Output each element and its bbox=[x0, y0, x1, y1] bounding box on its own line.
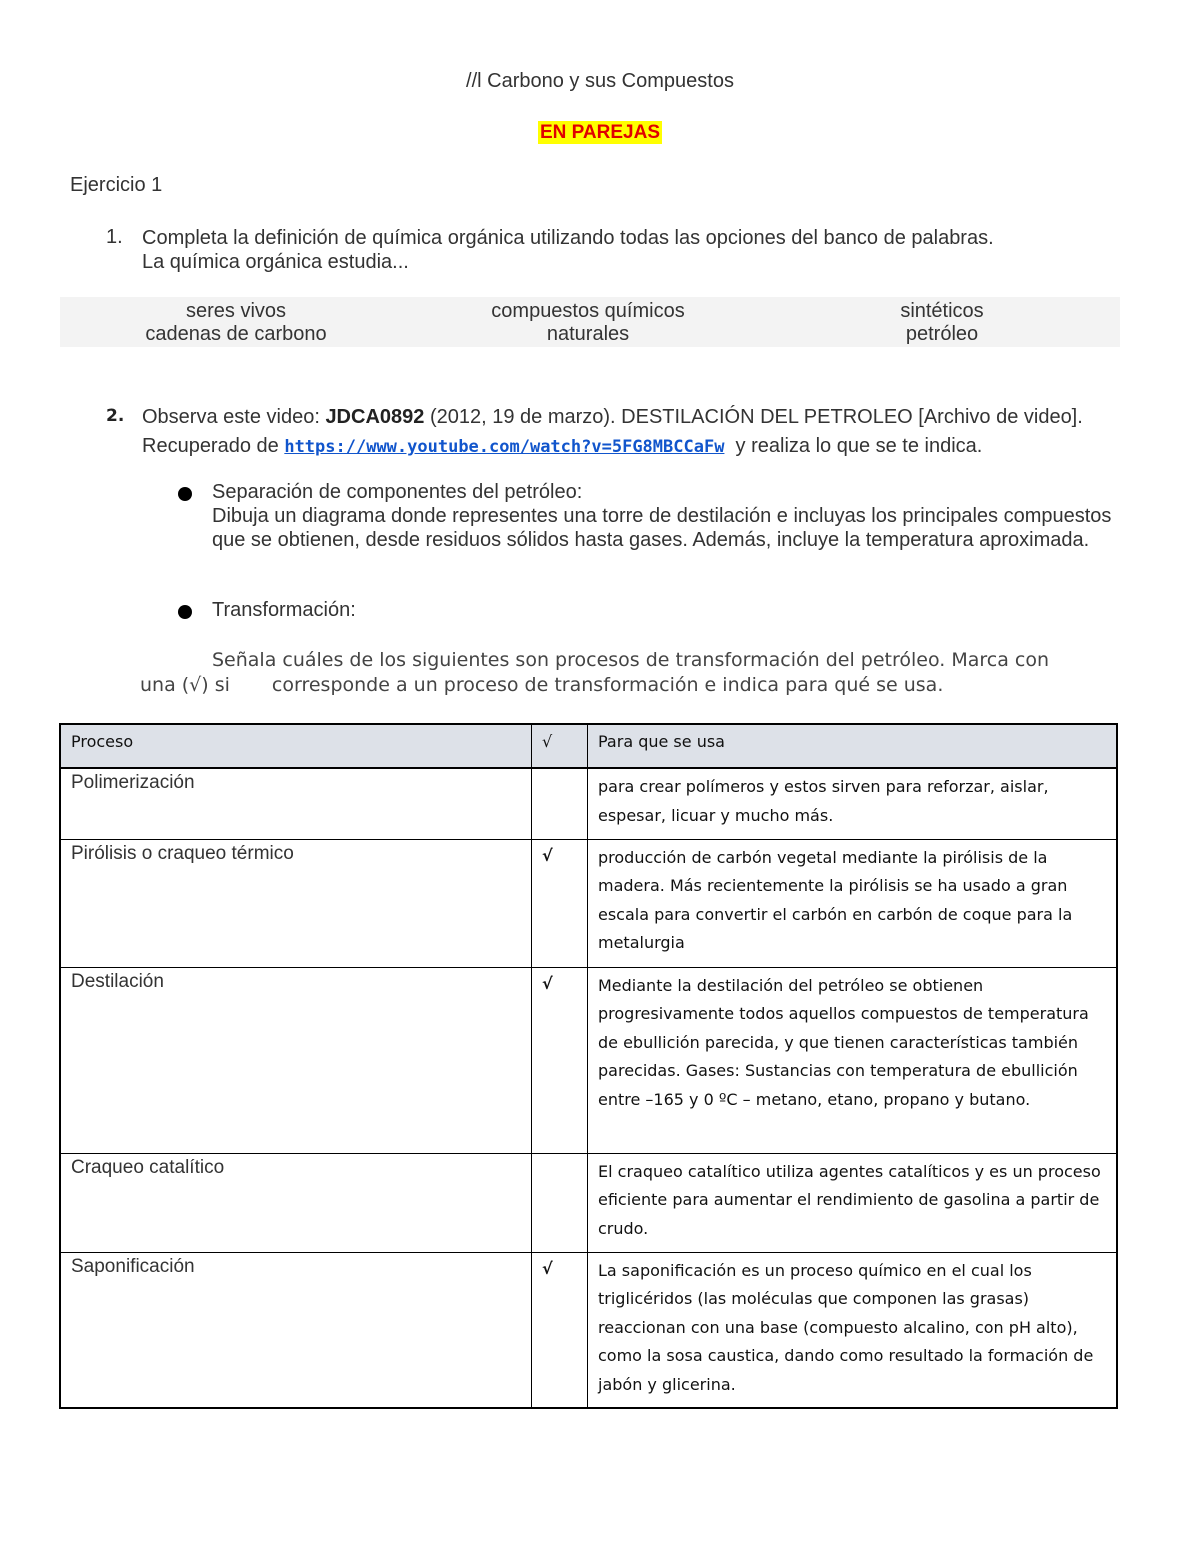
transformation-line-2a: una (√) si bbox=[140, 674, 230, 696]
word-bank-column-2 bbox=[438, 300, 738, 346]
use-cell: para crear polímeros y estos sirven para reforzar, aislar, espesar, licuar y mucho más. bbox=[588, 768, 1118, 839]
process-cell: Destilación bbox=[60, 967, 532, 1153]
process-table bbox=[59, 723, 1118, 1409]
process-cell: Craqueo catalítico bbox=[60, 1153, 532, 1252]
question-1-line-1: Completa la definición de química orgánica utilizando todas las opciones del banco de palabras. bbox=[142, 227, 994, 249]
video-citation: (2012, 19 de marzo). DESTILACIÓN DEL PETROLEO [Archivo de video]. bbox=[424, 406, 1083, 428]
check-cell[interactable]: √ bbox=[532, 839, 588, 967]
word-bank-word: cadenas de carbono bbox=[145, 323, 327, 345]
table-row bbox=[60, 839, 1117, 967]
question-1-number: 1. bbox=[106, 226, 123, 248]
use-cell: La saponificación es un proceso químico en el cual los triglicéridos (las moléculas que componen las grasas) reaccionan con una base (compuesto alcalino, con pH alto), como la sosa caustica, dando como resultado la formación de jabón y glicerina. bbox=[588, 1252, 1118, 1408]
table-row bbox=[60, 1153, 1117, 1252]
process-cell: Pirólisis o craqueo térmico bbox=[60, 839, 532, 967]
transformation-title: Transformación: bbox=[212, 599, 356, 621]
separation-title: Separación de componentes del petróleo: bbox=[212, 481, 583, 503]
video-link[interactable]: https://www.youtube.com/watch?v=5FG8MBCCaFw bbox=[284, 437, 725, 457]
video-author: JDCA0892 bbox=[325, 406, 425, 428]
check-cell[interactable] bbox=[532, 768, 588, 839]
header-check: √ bbox=[532, 724, 588, 768]
word-bank-word: sintéticos bbox=[900, 300, 984, 322]
check-cell[interactable]: √ bbox=[532, 1252, 588, 1408]
table-row bbox=[60, 768, 1117, 839]
bullet-dot-icon bbox=[178, 605, 192, 619]
transformation-instructions bbox=[140, 648, 1130, 698]
process-cell: Saponificación bbox=[60, 1252, 532, 1408]
question-2-line-1 bbox=[142, 403, 1142, 432]
use-cell: producción de carbón vegetal mediante la pirólisis de la madera. Más recientemente la pirólisis se ha usado a gran escala para convertir el carbón en carbón de coque para la metalurgia bbox=[588, 839, 1118, 967]
word-bank-word: compuestos químicos bbox=[491, 300, 685, 322]
question-1-text bbox=[142, 226, 994, 274]
question-2-number: 2. bbox=[106, 406, 125, 426]
use-cell: El craqueo catalítico utiliza agentes catalíticos y es un proceso eficiente para aumentar el rendimiento de gasolina a partir de crudo. bbox=[588, 1153, 1118, 1252]
word-bank-word: seres vivos bbox=[185, 300, 287, 322]
document-title: //l Carbono y sus Compuestos bbox=[466, 70, 734, 92]
word-bank-column-1 bbox=[80, 300, 392, 346]
check-cell[interactable]: √ bbox=[532, 967, 588, 1153]
use-cell: Mediante la destilación del petróleo se obtienen progresivamente todos aquellos compuestos de temperatura de ebullición parecida, y que tienen características también parecidas. Gases: Sustancias con temperatura de ebullición entre –165 y 0 ºC – metano, etano, propano y butano. bbox=[588, 967, 1118, 1153]
separation-bullet bbox=[212, 480, 1132, 552]
question-2-intro: Observa este video: bbox=[142, 406, 326, 428]
question-2-text bbox=[142, 403, 1142, 462]
recovered-label: Recuperado de bbox=[142, 435, 285, 457]
transformation-line-2 bbox=[140, 673, 1130, 698]
word-bank-column-3 bbox=[822, 300, 1062, 346]
subtitle-container bbox=[0, 122, 1200, 144]
table-row bbox=[60, 1252, 1117, 1408]
bullet-dot-icon bbox=[178, 487, 192, 501]
table-header-row bbox=[60, 724, 1117, 768]
header-process: Proceso bbox=[60, 724, 532, 768]
word-bank bbox=[60, 297, 1120, 347]
table-row bbox=[60, 967, 1117, 1153]
header-use: Para que se usa bbox=[588, 724, 1118, 768]
word-bank-word: naturales bbox=[546, 323, 630, 345]
transformation-line-2b: corresponde a un proceso de transformación e indica para qué se usa. bbox=[271, 674, 944, 696]
check-cell[interactable] bbox=[532, 1153, 588, 1252]
process-cell: Polimerización bbox=[60, 768, 532, 839]
question-2-line-2 bbox=[142, 432, 1142, 462]
question-2-instruction: y realiza lo que se te indica. bbox=[724, 435, 983, 457]
subtitle-highlight: EN PAREJAS bbox=[539, 122, 660, 143]
exercise-label: Ejercicio 1 bbox=[70, 174, 163, 196]
transformation-line-1: Señala cuáles de los siguientes son procesos de transformación del petróleo. Marca con bbox=[212, 649, 1050, 671]
word-bank-word: petróleo bbox=[905, 323, 979, 345]
question-1-line-2: La química orgánica estudia... bbox=[142, 251, 409, 273]
separation-body: Dibuja un diagrama donde representes una torre de destilación e incluyas los principales compuestos que se obtienen, desde residuos sólidos hasta gases. Además, incluye la temperatura aproximada. bbox=[212, 505, 1112, 551]
